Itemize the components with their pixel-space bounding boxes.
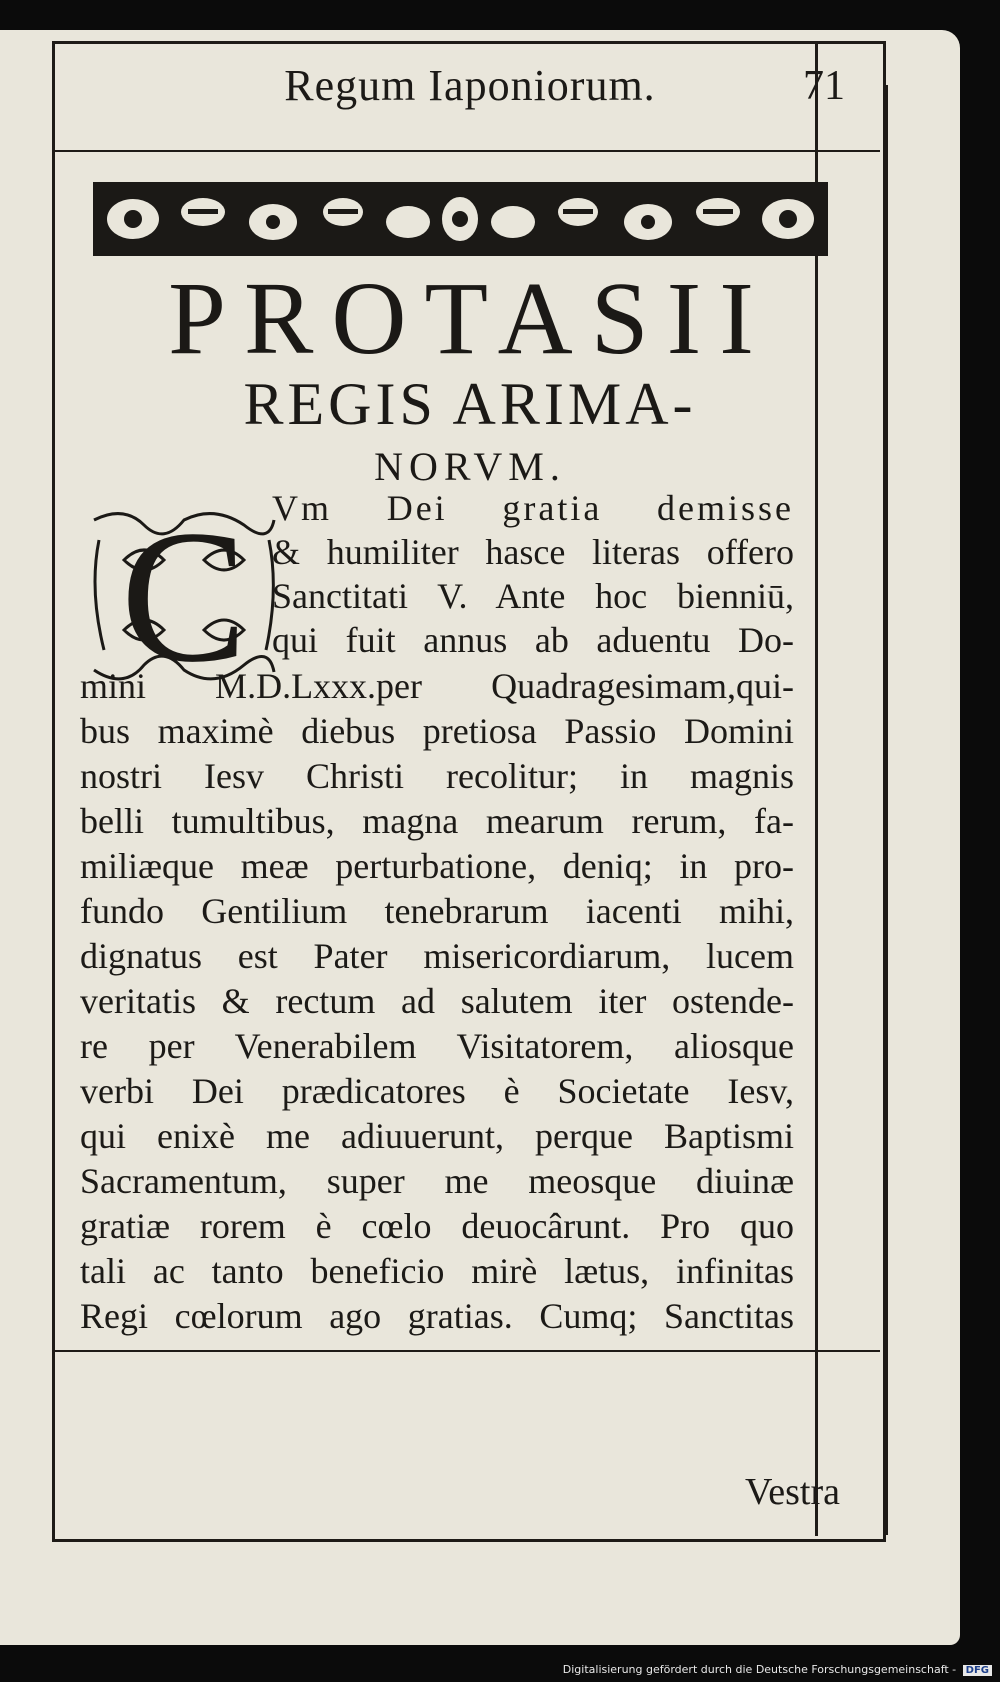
body-line: belli tumultibus, magna mearum rerum, fa-	[80, 801, 794, 841]
body-line: dignatus est Pater misericordiarum, lucem	[80, 936, 794, 976]
body-line: verbi Dei prædicatores è Societate Iesv,	[80, 1071, 794, 1111]
body-line: Regi cœlorum ago gratias. Cumq; Sanctitas	[80, 1296, 794, 1336]
digitization-credit	[563, 1663, 992, 1676]
body-line: Sanctitati V. Ante hoc bienniū,	[272, 576, 794, 616]
footer-rule	[55, 1350, 880, 1352]
credit-text: Digitalisierung gefördert durch die Deutsche Forschungsgemeinschaft -	[562, 1663, 957, 1676]
body-line: qui enixè me adiuuerunt, perque Baptismi	[80, 1116, 794, 1156]
dfg-logo: DFG	[963, 1665, 992, 1676]
title-line-3: NORVM.	[374, 444, 566, 489]
catchword: Vestra	[745, 1471, 840, 1513]
body-line: Vm Dei gratia demisse	[272, 488, 794, 528]
body-line: bus maximè diebus pretiosa Passio Domini	[80, 711, 794, 751]
running-title: Regum Iaponiorum.	[284, 61, 656, 110]
body-line: gratiæ rorem è cœlo deuocârunt. Pro quo	[80, 1206, 794, 1246]
body-line: mini M.D.Lxxx.per Quadragesimam,qui-	[80, 666, 794, 706]
body-line: veritatis & rectum ad salutem iter ostende-	[80, 981, 794, 1021]
initial-letter: C	[120, 500, 248, 692]
body-line: tali ac tanto beneficio mirè lætus, infinitas	[80, 1251, 794, 1291]
body-line: qui fuit annus ab aduentu Do-	[272, 620, 794, 660]
page-number: 71	[803, 63, 845, 109]
body-line: re per Venerabilem Visitatorem, aliosque	[80, 1026, 794, 1066]
title-line-2: REGIS ARIMA-	[243, 371, 697, 437]
body-line: Sacramentum, super me meosque diuinæ	[80, 1161, 794, 1201]
body-line: miliæque meæ perturbatione, deniq; in pro-	[80, 846, 794, 886]
body-line: fundo Gentilium tenebrarum iacenti mihi,	[80, 891, 794, 931]
body-line: & humiliter hasce literas offero	[272, 532, 794, 572]
body-line: nostri Iesv Christi recolitur; in magnis	[80, 756, 794, 796]
title-line-1: PROTASII	[168, 261, 772, 376]
